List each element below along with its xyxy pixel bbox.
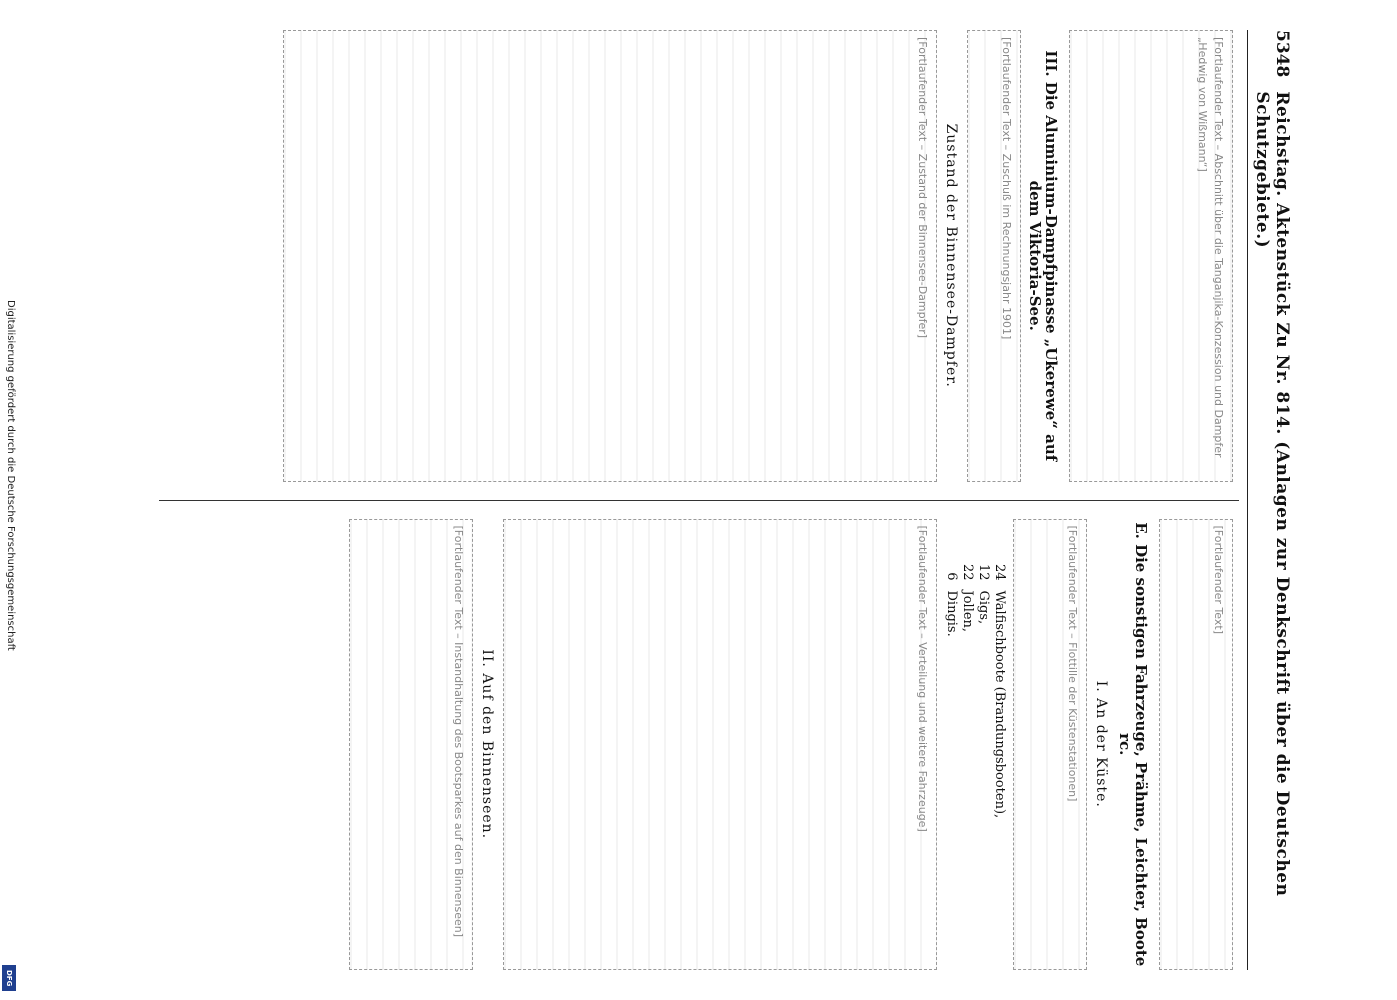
body-text-block: [Fortlaufender Text – Zuschuß im Rechnungsjahr 1901] xyxy=(967,30,1021,482)
body-text-block: [Fortlaufender Text – Flottille der Küstenstationen] xyxy=(1013,519,1087,971)
list-item: 6 Dingis. xyxy=(944,572,959,637)
section-heading-III: III. Die Aluminium-Dampfpinasse „Ukerewe“ auf dem Viktoria-See. xyxy=(1026,50,1060,462)
digitization-credit: Digitalisierung gefördert durch die Deutsche Forschungsgemeinschaft xyxy=(5,300,16,651)
subheading-binnensee: Zustand der Binnensee-Dampfer. xyxy=(943,123,959,388)
list-item: 22 Jollen, xyxy=(960,563,975,633)
list-item: 12 Gigs, xyxy=(976,563,991,625)
body-text-block: [Fortlaufender Text] xyxy=(1159,519,1233,971)
body-text-block: [Fortlaufender Text – Zustand der Binnensee-Dampfer] xyxy=(283,30,937,482)
page-number: 5348 xyxy=(1272,30,1292,78)
dfg-logo: DFG xyxy=(2,965,16,991)
left-column xyxy=(159,30,1239,482)
right-column xyxy=(159,519,1239,971)
page-content xyxy=(120,20,1300,980)
running-head-title: Reichstag. Aktenstück Zu Nr. 814. (Anlagen zur Denkschrift über die Deutschen Schutzgebiete.) xyxy=(1252,91,1292,897)
running-head xyxy=(1247,30,1292,970)
body-text-block: [Fortlaufender Text – Abschnitt über die Tanganjika-Konzession und Dampfer „Hedwig von Wißmann“] xyxy=(1069,30,1233,482)
text-columns xyxy=(159,30,1239,970)
subheading-binnenseen: II. Auf den Binnenseen. xyxy=(479,649,495,840)
fleet-list xyxy=(943,559,1007,971)
subheading-kueste: I. An der Küste. xyxy=(1093,680,1109,808)
list-item: 24 Walfischboote (Brandungsbooten), xyxy=(992,563,1007,819)
body-text-block: [Fortlaufender Text – Verteilung und weitere Fahrzeuge] xyxy=(503,519,937,971)
body-text-block: [Fortlaufender Text – Instandhaltung des Bootsparkes auf den Binnenseen] xyxy=(349,519,473,971)
document-page xyxy=(100,20,1300,980)
section-heading-E: E. Die sonstigen Fahrzeuge, Prähme, Leichter, Boote rc. xyxy=(1116,522,1150,967)
column-divider xyxy=(159,500,1239,501)
